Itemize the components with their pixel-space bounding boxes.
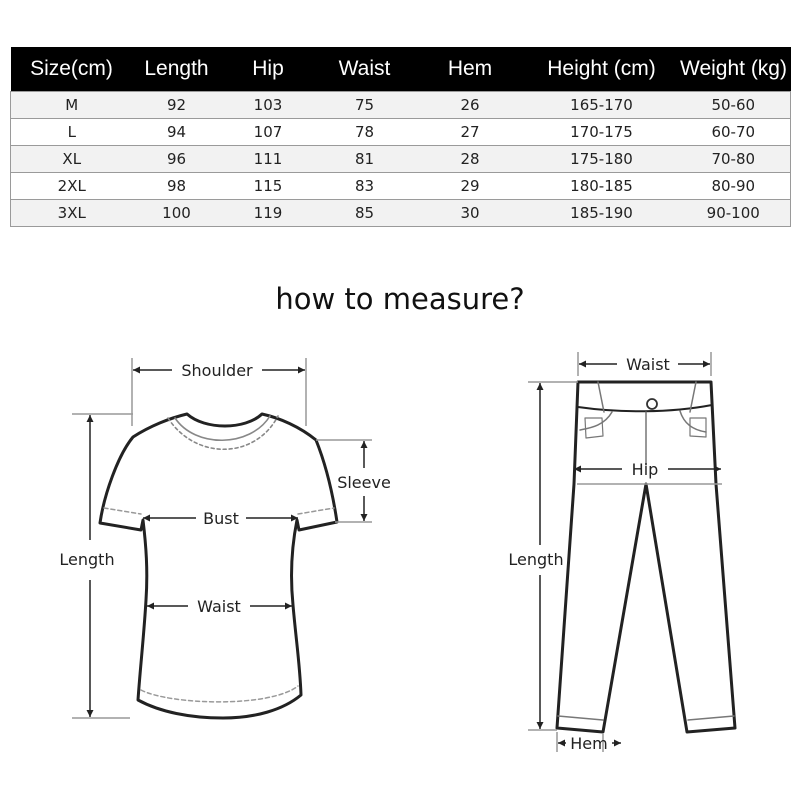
table-cell: 85 [316, 200, 414, 227]
header-cell: Length [133, 47, 221, 92]
header-cell: Hip [221, 47, 316, 92]
table-cell: 98 [133, 173, 221, 200]
shirt-length-label: Length [59, 550, 115, 569]
table-cell: 115 [221, 173, 316, 200]
bust-label: Bust [203, 509, 239, 528]
table-cell: 92 [133, 92, 221, 119]
tshirt-measure-lines [72, 358, 372, 718]
table-cell: 90-100 [677, 200, 791, 227]
table-cell: 28 [414, 146, 527, 173]
shoulder-label: Shoulder [181, 361, 253, 380]
header-cell: Waist [316, 47, 414, 92]
header-cell: Size(cm) [11, 47, 133, 92]
table-cell: 165-170 [527, 92, 677, 119]
tshirt-illustration [100, 414, 337, 718]
header-cell: Weight (kg) [677, 47, 791, 92]
table-cell: M [11, 92, 133, 119]
measure-heading: how to measure? [275, 282, 525, 316]
table-cell: 180-185 [527, 173, 677, 200]
table-cell: 96 [133, 146, 221, 173]
table-cell: 3XL [11, 200, 133, 227]
table-cell: 27 [414, 119, 527, 146]
pants-hip-label: Hip [631, 460, 659, 479]
table-cell: 103 [221, 92, 316, 119]
pants-waist-label: Waist [626, 355, 670, 374]
table-cell: 29 [414, 173, 527, 200]
table-cell: 107 [221, 119, 316, 146]
table-cell: 185-190 [527, 200, 677, 227]
table-cell: 80-90 [677, 173, 791, 200]
table-cell: 170-175 [527, 119, 677, 146]
table-cell: 50-60 [677, 92, 791, 119]
header-cell: Height (cm) [527, 47, 677, 92]
table-cell: 70-80 [677, 146, 791, 173]
table-cell: 26 [414, 92, 527, 119]
table-cell: 81 [316, 146, 414, 173]
table-cell: 30 [414, 200, 527, 227]
table-cell: 83 [316, 173, 414, 200]
table-cell: 119 [221, 200, 316, 227]
table-cell: L [11, 119, 133, 146]
header-cell: Hem [414, 47, 527, 92]
pants-hem-label: Hem [570, 734, 608, 753]
table-cell: 94 [133, 119, 221, 146]
pants-length-label: Length [508, 550, 564, 569]
table-cell: 2XL [11, 173, 133, 200]
table-cell: 60-70 [677, 119, 791, 146]
shirt-waist-label: Waist [197, 597, 241, 616]
table-cell: 75 [316, 92, 414, 119]
sleeve-label: Sleeve [337, 473, 391, 492]
table-cell: XL [11, 146, 133, 173]
table-cell: 78 [316, 119, 414, 146]
pants-illustration [557, 382, 735, 732]
table-cell: 175-180 [527, 146, 677, 173]
button-icon [647, 399, 657, 409]
table-cell: 111 [221, 146, 316, 173]
table-cell: 100 [133, 200, 221, 227]
